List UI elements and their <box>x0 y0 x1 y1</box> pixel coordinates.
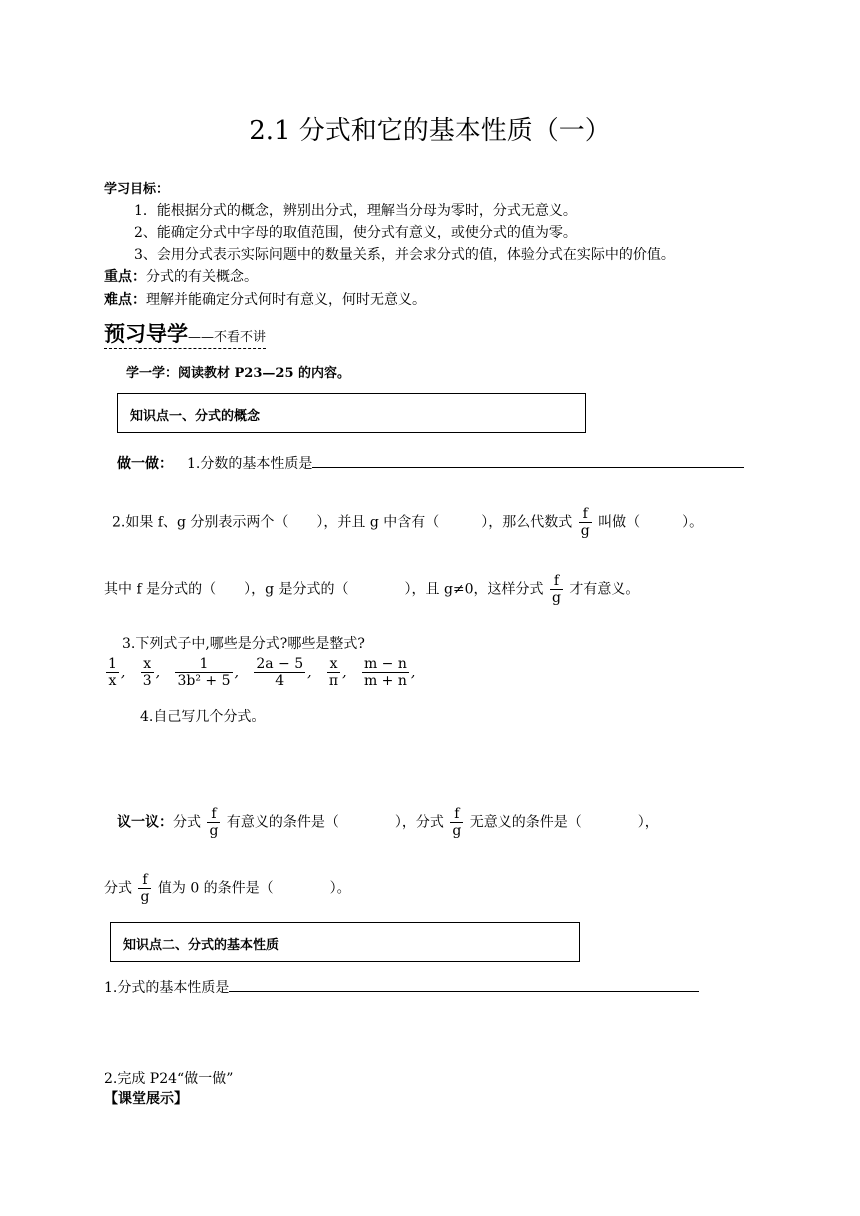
preview-subtitle: ——不看不讲 <box>188 330 267 345</box>
discuss-text-a: 分式 <box>173 814 201 831</box>
frac-den: g <box>452 823 462 840</box>
discuss-text-d: 分式 <box>104 880 132 897</box>
part2-q1 <box>104 977 699 997</box>
expression-3 <box>175 656 232 689</box>
knowledge-box-1 <box>117 393 586 433</box>
practice-q4: 4.自己写几个分式。 <box>140 709 266 725</box>
frac-den: g <box>580 523 590 540</box>
practice-q2-text-b: 叫做（ ）。 <box>598 514 704 531</box>
expression-den: 3b² + 5 <box>177 673 231 690</box>
practice-q3: 3.下列式子中,哪些是分式?哪些是整式? <box>122 636 365 652</box>
fraction-f-over-g <box>550 573 563 606</box>
preview-heading <box>104 318 266 349</box>
knowledge-1-label: 知识点一、分式的概念 <box>130 409 261 424</box>
frac-den: g <box>552 590 561 607</box>
expression-den: x <box>106 672 119 689</box>
discuss-text-b: 有意义的条件是（ ），分式 <box>226 814 444 831</box>
expression-1 <box>106 656 119 689</box>
expression-den: m + n <box>363 673 407 690</box>
fraction-f-over-g <box>579 506 592 539</box>
preview-title: 预习导学 <box>104 321 188 346</box>
difficulty <box>104 289 426 309</box>
objective-item-2: 2、能确定分式中字母的取值范围，使分式有意义，或使分式的值为零。 <box>134 225 577 241</box>
objectives-heading: 学习目标： <box>104 182 170 197</box>
discuss-text-c: 无意义的条件是（ ）， <box>469 814 659 831</box>
study-instruction: 学一学：阅读教材 P23—25 的内容。 <box>126 366 351 381</box>
answer-line <box>312 467 744 468</box>
practice-q2-cont <box>104 573 639 606</box>
page-title: 2.1 分式和它的基本性质（一） <box>249 116 611 146</box>
discuss-label: 议一议： <box>117 814 173 831</box>
practice-q2-text-a: 2.如果 f、g 分别表示两个（ ），并且 g 中含有（ ），那么代数式 <box>112 514 573 531</box>
expression-list: $\frac{1}{x}$ , $\frac{x}{3}$ , $\frac{1}{\text{3b² + 5}}$ , $\frac{2a - 5}{4}$ , $\frac{x}{\pi}$ , $\frac{m - n}{m + n}$ , <box>108 656 416 690</box>
fraction-f-over-g <box>450 806 463 839</box>
frac-den: g <box>209 823 219 840</box>
frac-num: f <box>211 806 217 822</box>
expression-5 <box>327 656 340 689</box>
expression-num: m − n <box>363 656 407 672</box>
discuss-line-2 <box>104 872 351 905</box>
frac-num: f <box>142 872 148 888</box>
classroom-heading: 【课堂展示】 <box>104 1091 188 1107</box>
difficulty-label: 难点： <box>104 292 146 308</box>
expression-num: x <box>329 656 338 672</box>
expression-num: 2a − 5 <box>256 656 304 672</box>
expression-2 <box>141 656 154 689</box>
key-point-label: 重点： <box>104 269 146 285</box>
discuss-text-e: 值为 0 的条件是（ ）。 <box>157 880 351 897</box>
fraction-f-over-g <box>138 872 151 905</box>
frac-den: g <box>140 889 150 906</box>
expression-num: 1 <box>108 656 117 672</box>
part2-q1-text: 1.分式的基本性质是 <box>104 980 230 996</box>
answer-line <box>229 991 699 992</box>
part2-q2: 2.完成 P24“做一做” <box>104 1071 234 1087</box>
frac-num: f <box>454 806 460 822</box>
objective-item-1: 1．能根据分式的概念，辨别出分式，理解当分母为零时，分式无意义。 <box>134 203 577 219</box>
practice-q2-text-c: 其中 f 是分式的（ ），g 是分式的（ ），且 g≠0，这样分式 <box>104 581 544 598</box>
expression-4 <box>254 656 305 689</box>
expression-den: π <box>328 673 339 690</box>
practice-q1 <box>117 453 744 473</box>
difficulty-text: 理解并能确定分式何时有意义，何时无意义。 <box>146 292 426 308</box>
fraction-f-over-g <box>207 806 220 839</box>
objective-item-3: 3、会用分式表示实际问题中的数量关系，并会求分式的值，体验分式在实际中的价值。 <box>134 247 675 263</box>
practice-q2 <box>112 506 703 539</box>
key-point-text: 分式的有关概念。 <box>146 269 258 285</box>
frac-num: f <box>582 506 588 522</box>
practice-q1-text: 1.分数的基本性质是 <box>187 456 313 472</box>
key-point <box>104 266 258 286</box>
knowledge-box-2 <box>110 922 580 962</box>
discuss-line-1 <box>117 806 659 839</box>
expression-num: x <box>143 656 152 672</box>
expression-den: 3 <box>142 673 152 690</box>
expression-6 <box>362 656 409 689</box>
knowledge-2-label: 知识点二、分式的基本性质 <box>123 938 280 953</box>
expression-num: 1 <box>199 656 209 672</box>
practice-q2-text-d: 才有意义。 <box>569 581 640 598</box>
expression-den: 4 <box>254 672 305 689</box>
practice-label: 做一做： <box>117 456 173 472</box>
frac-num: f <box>553 573 560 589</box>
